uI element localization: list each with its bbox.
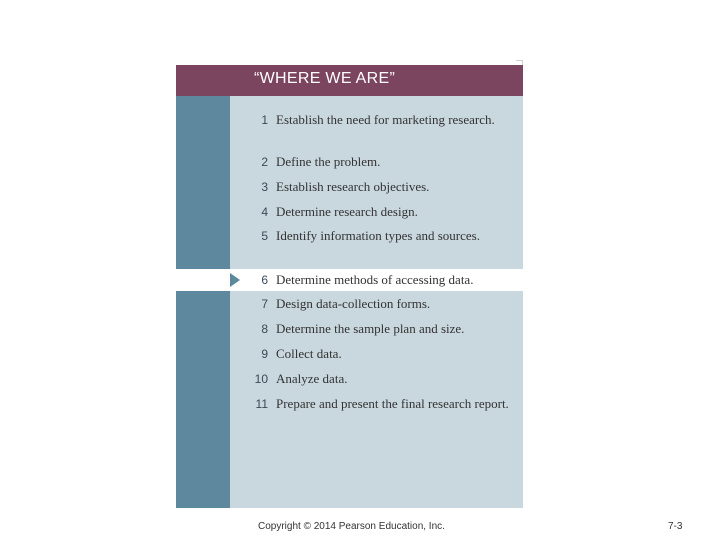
step-number: 8: [261, 322, 268, 336]
step-number: 3: [261, 180, 268, 194]
step-number: 4: [261, 205, 268, 219]
step-number: 1: [261, 113, 268, 127]
step-text: Determine the sample plan and size.: [276, 321, 465, 336]
figure-header: [176, 65, 523, 96]
step-text: Prepare and present the final research report.: [276, 396, 509, 411]
step-text: Analyze data.: [276, 371, 348, 386]
step-number: 11: [255, 397, 268, 411]
step-text: Establish the need for marketing research.: [276, 112, 495, 127]
step-text: Identify information types and sources.: [276, 228, 480, 243]
where-we-are-figure: [176, 65, 523, 508]
current-step-arrow-icon: [230, 273, 240, 287]
step-number: 10: [254, 372, 268, 386]
step-number: 2: [261, 155, 268, 169]
step-number: 5: [261, 229, 268, 243]
current-step-item: [176, 269, 523, 291]
figure-title: “WHERE WE ARE”: [254, 70, 396, 87]
figure-side-bar: [176, 96, 230, 508]
step-text: Establish research objectives.: [276, 179, 430, 194]
step-text: Collect data.: [276, 346, 342, 361]
step-text: Determine research design.: [276, 204, 418, 219]
step-text: Determine methods of accessing data.: [276, 272, 474, 287]
step-text: Define the problem.: [276, 154, 381, 169]
step-number: 6: [261, 273, 268, 287]
step-number: 9: [261, 347, 268, 361]
copyright-footer: Copyright © 2014 Pearson Education, Inc.: [258, 521, 445, 532]
slide-number: 7-3: [668, 521, 683, 532]
step-number: 7: [261, 297, 268, 311]
step-text: Design data-collection forms.: [276, 296, 431, 311]
